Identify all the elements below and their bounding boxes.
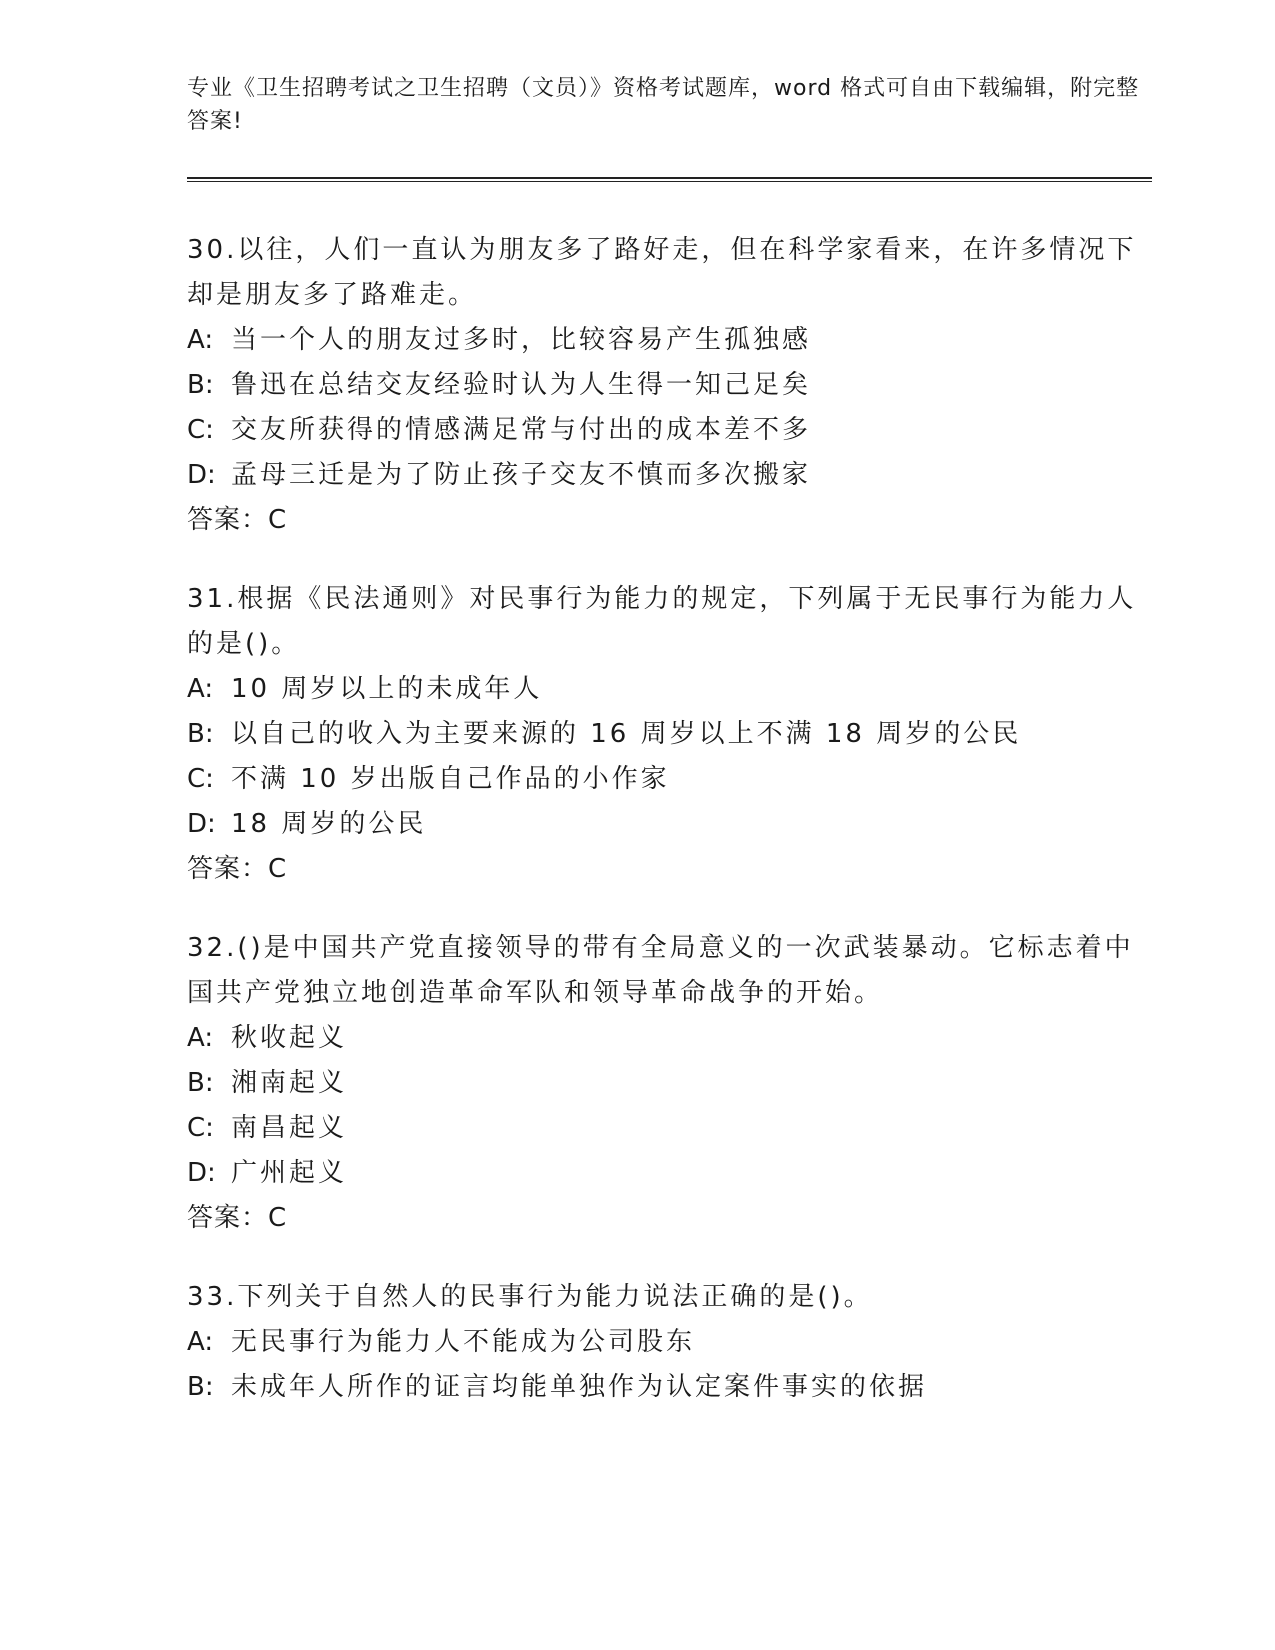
question-33 bbox=[187, 1275, 1152, 1410]
option-letter: D: bbox=[187, 460, 216, 490]
option-letter: A: bbox=[187, 1023, 214, 1053]
option-text: 鲁迅在总结交友经验时认为人生得一知己足矣 bbox=[231, 370, 812, 400]
question-32 bbox=[187, 926, 1152, 1241]
option-c bbox=[187, 408, 1152, 453]
option-letter: A: bbox=[187, 325, 214, 355]
option-text: 广州起义 bbox=[231, 1158, 348, 1188]
option-b bbox=[187, 1061, 1152, 1106]
option-letter: C: bbox=[187, 764, 214, 794]
option-letter: B: bbox=[187, 1372, 214, 1402]
option-b bbox=[187, 712, 1152, 757]
option-text: 以自己的收入为主要来源的 16 周岁以上不满 18 周岁的公民 bbox=[231, 719, 1022, 749]
question-stem: 30.以往，人们一直认为朋友多了路好走，但在科学家看来，在许多情况下却是朋友多了路难走。 bbox=[187, 235, 1137, 310]
option-letter: B: bbox=[187, 1068, 214, 1098]
header-divider bbox=[187, 177, 1152, 182]
option-c bbox=[187, 1106, 1152, 1151]
answer-line: 答案：C bbox=[187, 505, 288, 535]
option-d bbox=[187, 1151, 1152, 1196]
option-text: 无民事行为能力人不能成为公司股东 bbox=[231, 1327, 696, 1357]
option-text: 湘南起义 bbox=[231, 1068, 348, 1098]
option-text: 未成年人所作的证言均能单独作为认定案件事实的依据 bbox=[231, 1372, 928, 1402]
option-letter: A: bbox=[187, 1327, 214, 1357]
option-letter: A: bbox=[187, 674, 214, 704]
option-d bbox=[187, 802, 1152, 847]
answer-line: 答案：C bbox=[187, 1203, 288, 1233]
option-a bbox=[187, 1320, 1152, 1365]
option-b bbox=[187, 1365, 1152, 1410]
option-text: 不满 10 岁出版自己作品的小作家 bbox=[231, 764, 670, 794]
option-text: 18 周岁的公民 bbox=[231, 809, 427, 839]
option-letter: B: bbox=[187, 719, 214, 749]
option-a bbox=[187, 667, 1152, 712]
answer-line: 答案：C bbox=[187, 854, 288, 884]
question-stem: 33.下列关于自然人的民事行为能力说法正确的是()。 bbox=[187, 1282, 873, 1312]
option-text: 交友所获得的情感满足常与付出的成本差不多 bbox=[231, 415, 812, 445]
option-c bbox=[187, 757, 1152, 802]
option-letter: D: bbox=[187, 809, 216, 839]
option-letter: B: bbox=[187, 370, 214, 400]
option-d bbox=[187, 453, 1152, 498]
option-text: 南昌起义 bbox=[231, 1113, 348, 1143]
option-letter: D: bbox=[187, 1158, 216, 1188]
option-letter: C: bbox=[187, 415, 214, 445]
option-text: 10 周岁以上的未成年人 bbox=[231, 674, 543, 704]
question-31 bbox=[187, 577, 1152, 892]
option-a bbox=[187, 318, 1152, 363]
option-a bbox=[187, 1016, 1152, 1061]
document-header: 专业《卫生招聘考试之卫生招聘（文员）》资格考试题库，word 格式可自由下载编辑，附完整答案! bbox=[187, 76, 1140, 134]
option-text: 秋收起义 bbox=[231, 1023, 348, 1053]
option-text: 孟母三迁是为了防止孩子交友不慎而多次搬家 bbox=[231, 460, 812, 490]
question-stem: 31.根据《民法通则》对民事行为能力的规定，下列属于无民事行为能力人的是()。 bbox=[187, 584, 1137, 659]
question-30 bbox=[187, 228, 1152, 543]
option-text: 当一个人的朋友过多时，比较容易产生孤独感 bbox=[231, 325, 812, 355]
question-stem: 32.()是中国共产党直接领导的带有全局意义的一次武装暴动。它标志着中国共产党独立地创造革命军队和领导革命战争的开始。 bbox=[187, 933, 1134, 1008]
option-letter: C: bbox=[187, 1113, 214, 1143]
option-b bbox=[187, 363, 1152, 408]
